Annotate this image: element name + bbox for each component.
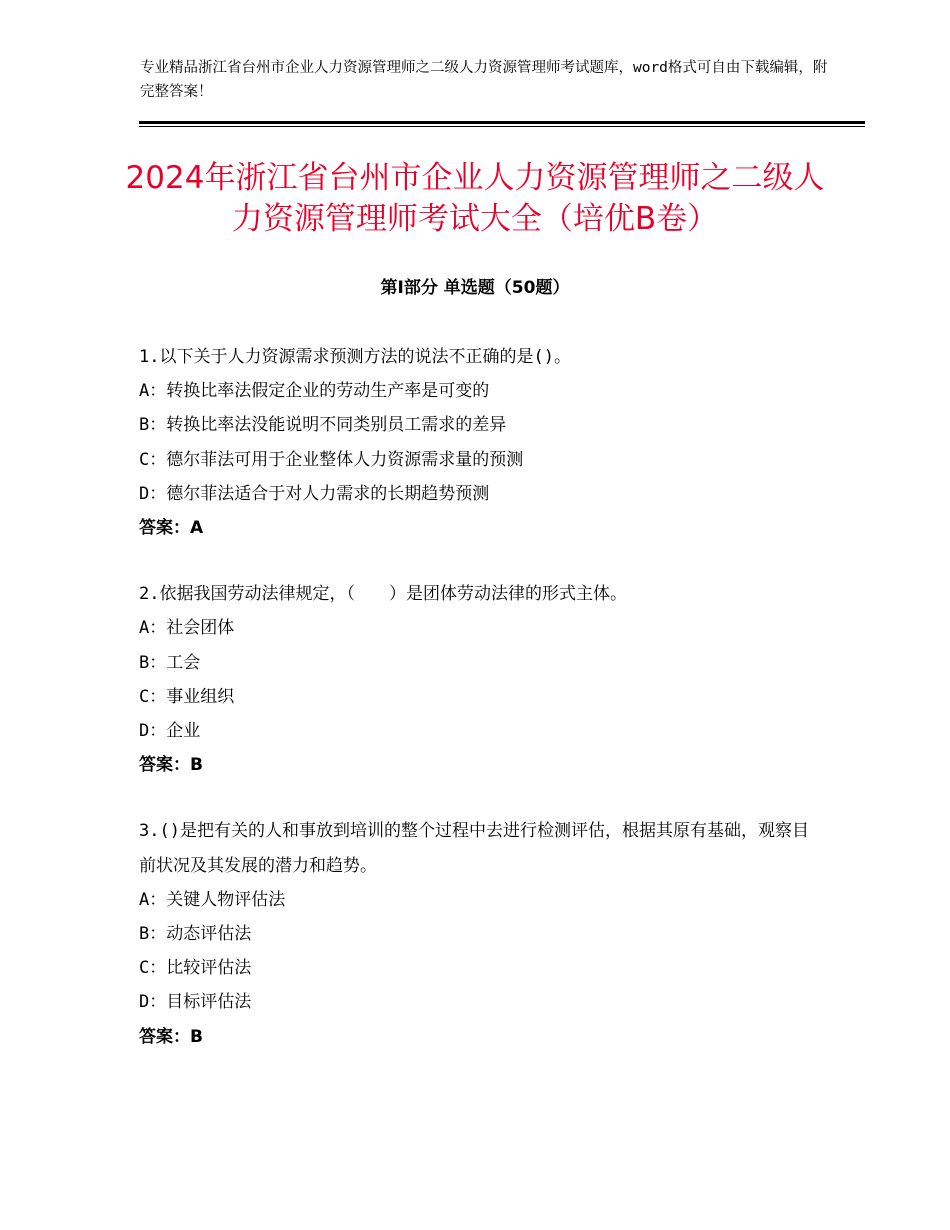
document-title: 2024年浙江省台州市企业人力资源管理师之二级人力资源管理师考试大全（培优B卷） bbox=[125, 160, 825, 237]
section-title: 第Ⅰ部分 单选题（50题） bbox=[380, 278, 570, 298]
answer: 答案：B bbox=[139, 755, 203, 776]
question-stem: 3.()是把有关的人和事放到培训的整个过程中去进行检测评估，根据其原有基础，观察目前状况及其发展的潜力和趋势。 bbox=[139, 821, 809, 876]
option-c: C：事业组织 bbox=[139, 686, 235, 707]
option-b: B：动态评估法 bbox=[139, 924, 252, 945]
question-1 bbox=[139, 340, 819, 545]
answer: 答案：A bbox=[139, 518, 204, 539]
option-c: C：比较评估法 bbox=[139, 958, 252, 979]
header-divider-thick bbox=[139, 121, 865, 124]
question-stem: 2.依据我国劳动法律规定，（ ）是团体劳动法律的形式主体。 bbox=[139, 584, 627, 605]
question-list bbox=[139, 340, 819, 1086]
option-a: A：社会团体 bbox=[139, 618, 235, 639]
answer: 答案：B bbox=[139, 1026, 203, 1047]
option-c: C：德尔菲法可用于企业整体人力资源需求量的预测 bbox=[139, 449, 524, 470]
option-d: D：企业 bbox=[139, 721, 201, 742]
question-stem: 1.以下关于人力资源需求预测方法的说法不正确的是()。 bbox=[139, 347, 571, 367]
question-2 bbox=[139, 577, 819, 782]
option-a: A：关键人物评估法 bbox=[139, 889, 286, 910]
option-d: D：目标评估法 bbox=[139, 992, 252, 1013]
option-d: D：德尔菲法适合于对人力需求的长期趋势预测 bbox=[139, 483, 490, 504]
question-3 bbox=[139, 814, 819, 1053]
option-b: B：转换比率法没能说明不同类别员工需求的差异 bbox=[139, 415, 507, 436]
option-b: B：工会 bbox=[139, 652, 201, 673]
option-a: A：转换比率法假定企业的劳动生产率是可变的 bbox=[139, 381, 490, 402]
header-note: 专业精品浙江省台州市企业人力资源管理师之二级人力资源管理师考试题库，word格式可自由下载编辑，附完整答案！ bbox=[140, 60, 828, 100]
header-divider-thin bbox=[139, 126, 865, 127]
